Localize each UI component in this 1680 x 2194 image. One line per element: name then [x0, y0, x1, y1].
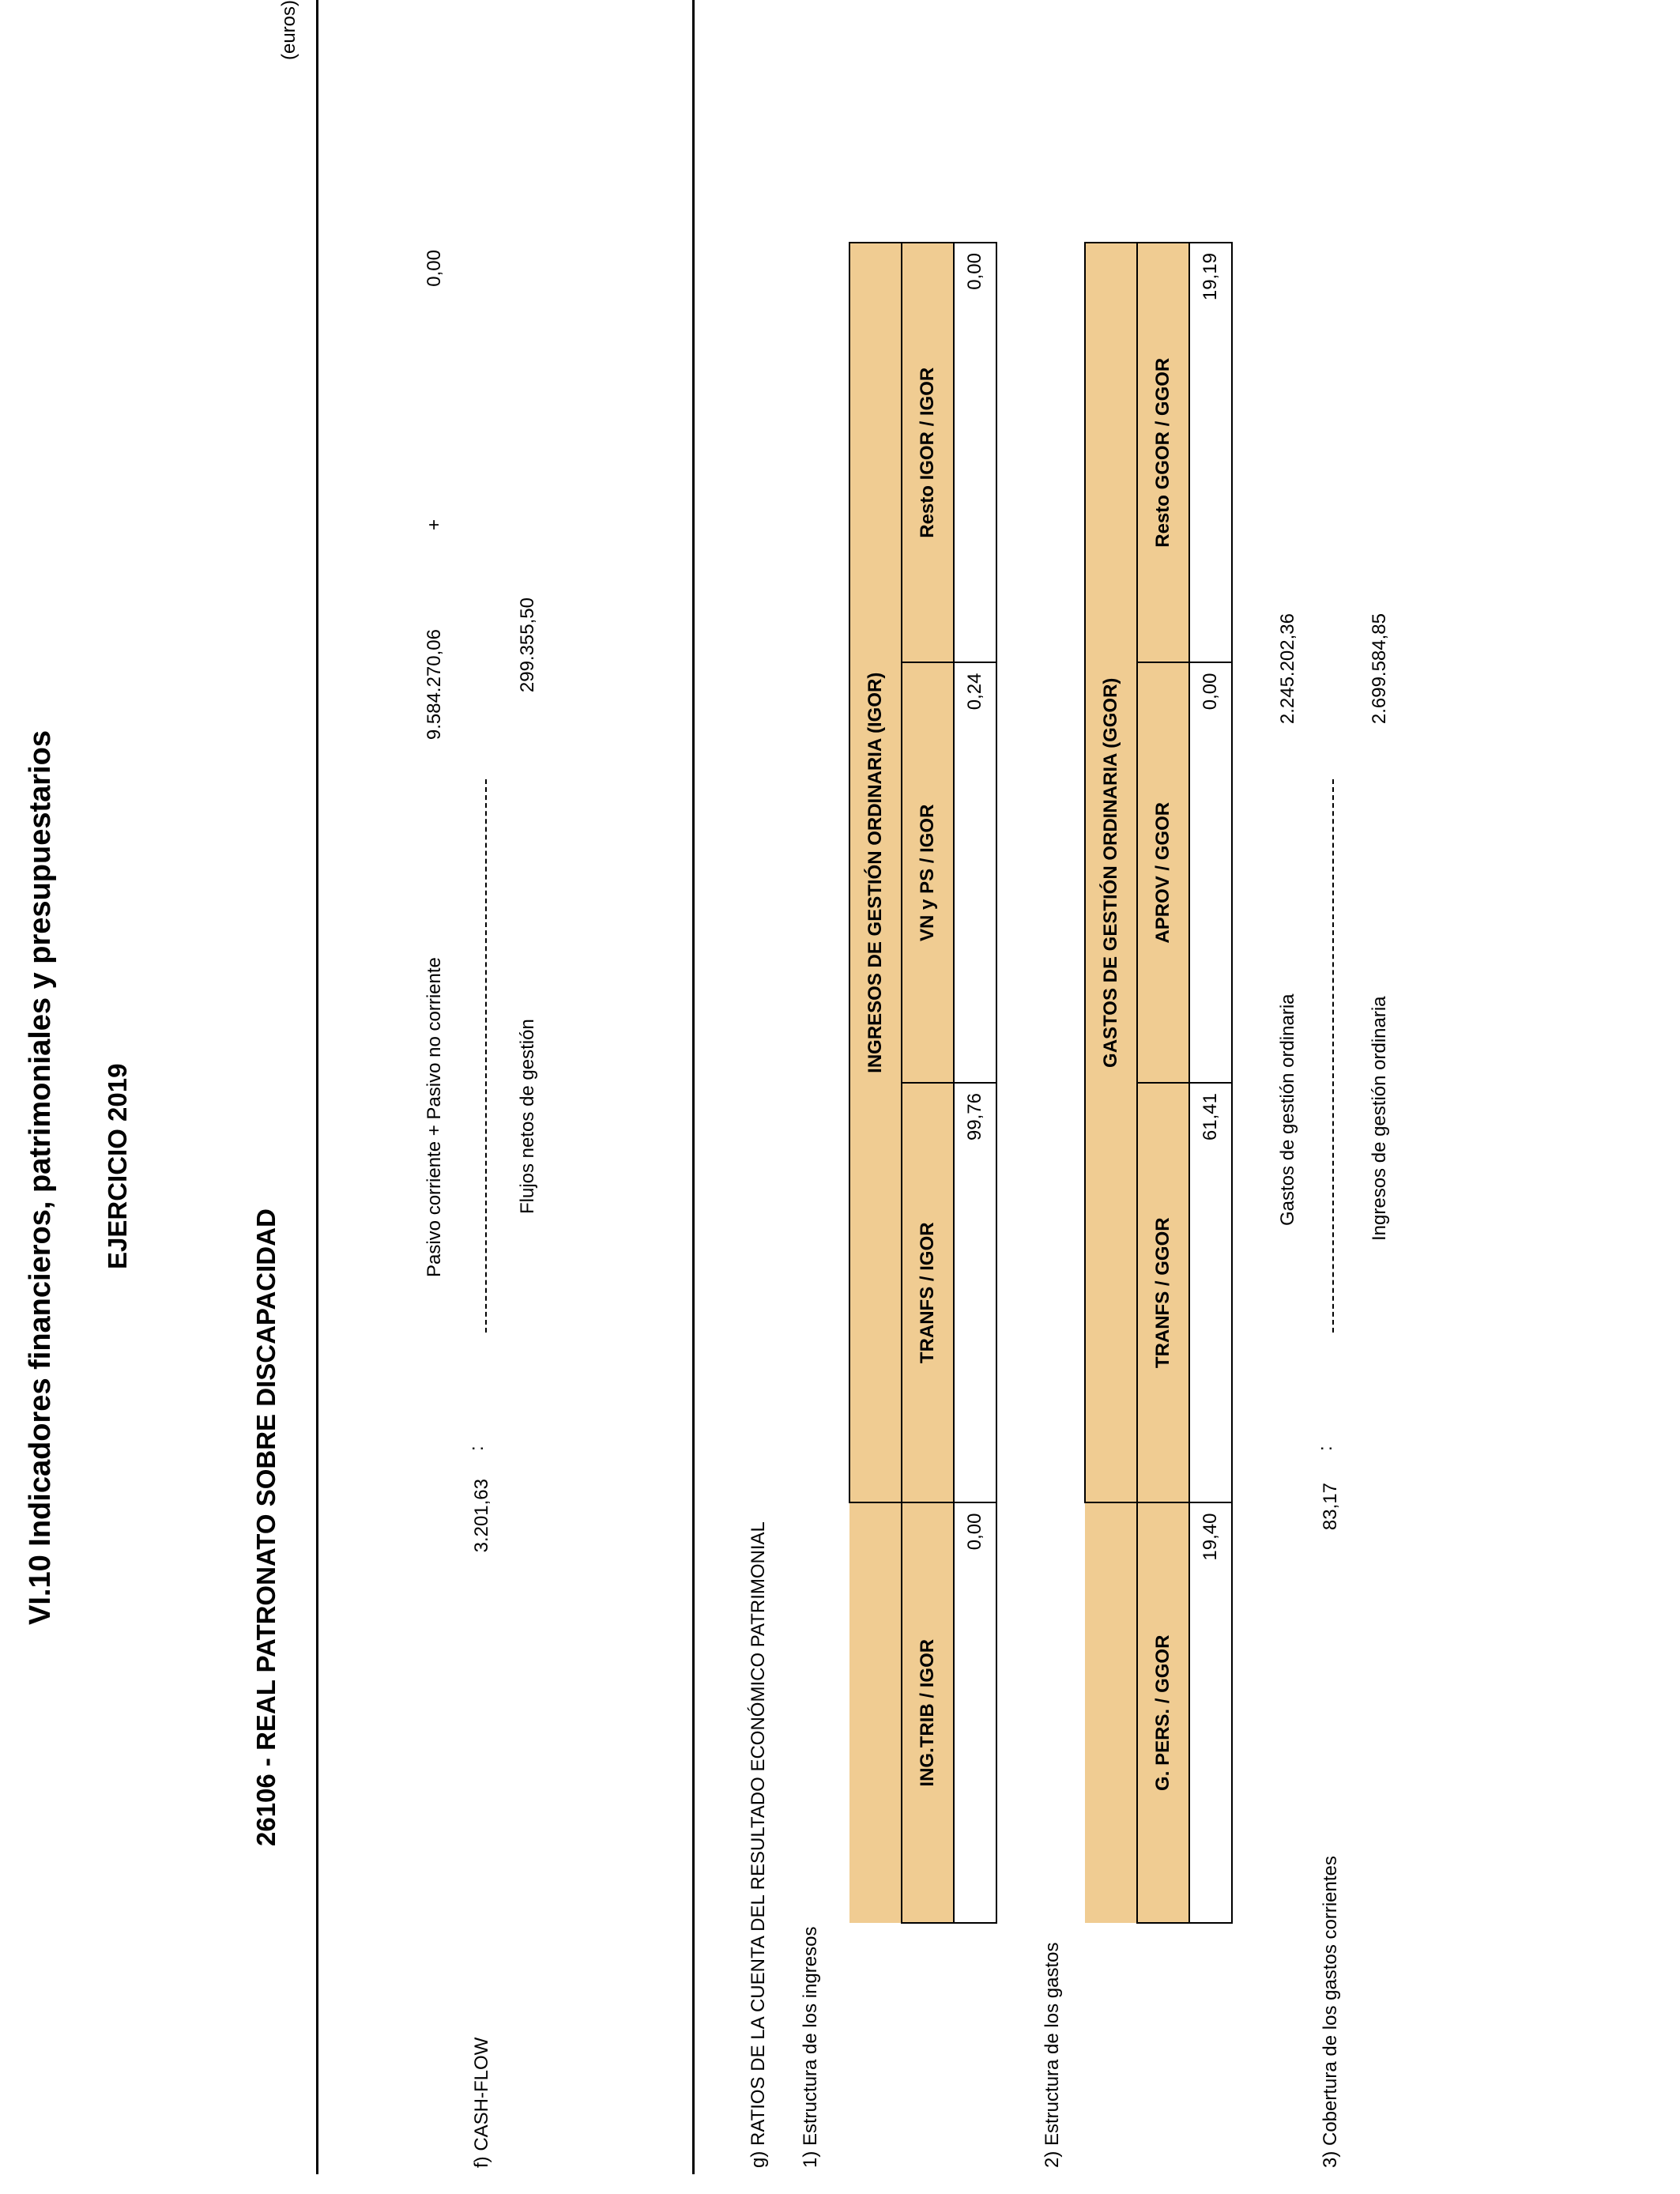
gastos-col-tranfs: TRANFS / GGOR: [1137, 1083, 1189, 1503]
cashflow-numerator-label: Pasivo corriente + Pasivo no corriente: [424, 957, 445, 1277]
middle-rule: [692, 0, 695, 2174]
cobertura-separator: :: [1315, 1446, 1336, 1451]
ejercicio-title: EJERCICIO 2019: [103, 1063, 132, 1269]
ingresos-group-header: INGRESOS DE GESTIÓN ORDINARIA (IGOR): [849, 243, 902, 1503]
ingresos-col-tranfs: TRANFS / IGOR: [902, 1083, 954, 1503]
ingresos-col-resto: Resto IGOR / IGOR: [902, 243, 954, 663]
ingresos-label: 1) Estructura de los ingresos: [800, 1926, 821, 2168]
ingresos-col-ing-trib: ING.TRIB / IGOR: [902, 1503, 954, 1924]
table-corner: [1085, 1503, 1137, 1924]
gastos-val-g-pers: 19,40: [1189, 1503, 1232, 1924]
cashflow-numerator-value-2: 0,00: [424, 250, 445, 287]
cobertura-numerator-value: 2.245.202,36: [1277, 613, 1298, 725]
cashflow-numerator-value-1: 9.584.270,06: [424, 629, 445, 741]
gastos-label: 2) Estructura de los gastos: [1042, 1942, 1063, 2168]
ratios-section-label: g) RATIOS DE LA CUENTA DEL RESULTADO ECONÓMICO PATRIMONIAL: [748, 1521, 769, 2168]
page-title: VI.10 Indicadores financieros, patrimoniales y presupuestarios: [24, 730, 57, 1625]
plus-sign: +: [424, 518, 445, 530]
gastos-col-resto: Resto GGOR / GGOR: [1137, 243, 1189, 663]
gastos-col-g-pers: G. PERS. / GGOR: [1137, 1503, 1189, 1924]
cashflow-label: f) CASH-FLOW: [471, 2037, 492, 2168]
ingresos-col-vn-ps: VN y PS / IGOR: [902, 663, 954, 1084]
cashflow-result: 3.201,63: [471, 1479, 492, 1553]
gastos-table: [1084, 242, 1233, 1924]
gastos-val-aprov: 0,00: [1189, 663, 1232, 1084]
gastos-val-resto: 19,19: [1189, 243, 1232, 663]
top-rule: [316, 0, 318, 2174]
cobertura-label: 3) Cobertura de los gastos corrientes: [1320, 1856, 1341, 2168]
fraction-bar: [1332, 779, 1334, 1333]
ingresos-table: [849, 242, 997, 1924]
cobertura-denominator-value: 2.699.584,85: [1369, 613, 1390, 725]
cashflow-denominator-value: 299.355,50: [517, 598, 538, 693]
entity-name: 26106 - REAL PATRONATO SOBRE DISCAPACIDAD: [251, 1208, 281, 1846]
ingresos-val-tranfs: 99,76: [954, 1083, 996, 1503]
ingresos-val-ing-trib: 0,00: [954, 1503, 996, 1924]
gastos-val-tranfs: 61,41: [1189, 1083, 1232, 1503]
table-corner: [849, 1503, 902, 1924]
fraction-bar: [485, 779, 487, 1333]
units-label: (euros): [278, 0, 299, 60]
cobertura-denominator-label: Ingresos de gestión ordinaria: [1369, 996, 1390, 1241]
gastos-col-aprov: APROV / GGOR: [1137, 663, 1189, 1084]
cashflow-denominator-label: Flujos netos de gestión: [517, 1019, 538, 1214]
ingresos-val-vn-ps: 0,24: [954, 663, 996, 1084]
cobertura-numerator-label: Gastos de gestión ordinaria: [1277, 993, 1298, 1226]
ingresos-val-resto: 0,00: [954, 243, 996, 663]
gastos-group-header: GASTOS DE GESTIÓN ORDINARIA (GGOR): [1085, 243, 1137, 1503]
cobertura-result: 83,17: [1320, 1483, 1341, 1531]
cashflow-separator: :: [466, 1446, 488, 1451]
